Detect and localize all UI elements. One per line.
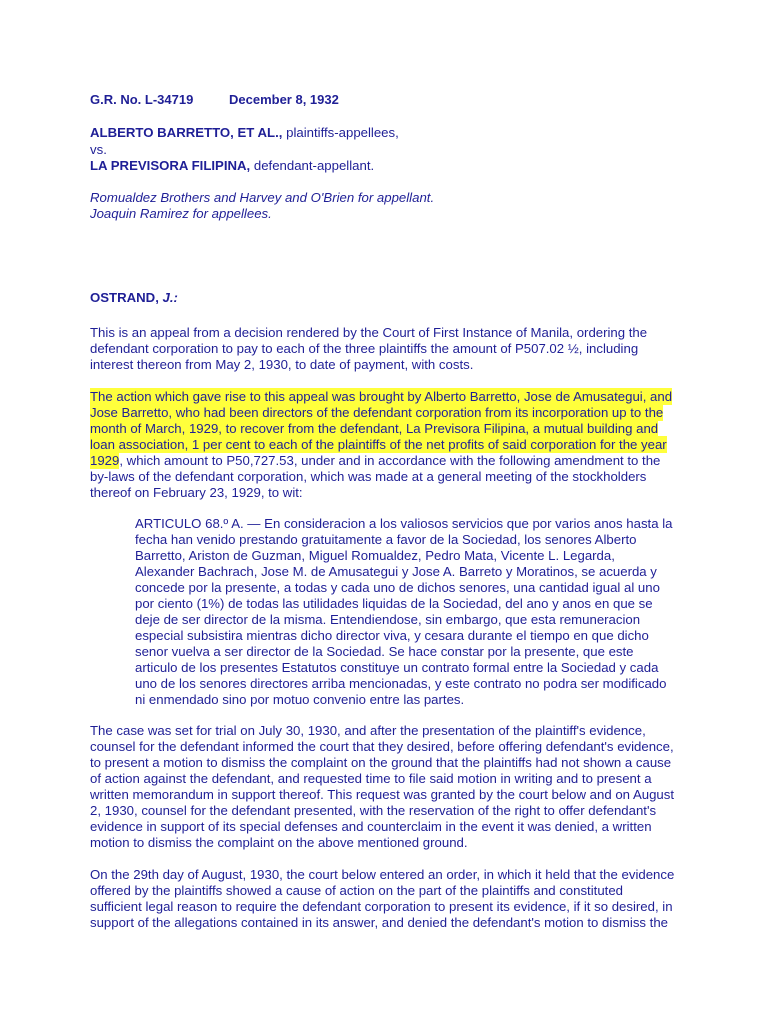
ponente-title: J.: xyxy=(162,290,178,305)
text-line: uno de los senores directores arriba mencionadas, y este contrato no podra ser modificado xyxy=(135,676,667,691)
plaintiffs-name: ALBERTO BARRETTO, ET AL., xyxy=(90,125,283,140)
text-line xyxy=(90,453,690,469)
ponente-name: OSTRAND, xyxy=(90,290,159,305)
case-header xyxy=(90,92,690,108)
text-line: by-laws of the defendant corporation, which was made at a general meeting of the stockholders xyxy=(90,469,647,484)
text-line xyxy=(90,405,690,421)
paragraph-4 xyxy=(90,867,690,931)
text-line: counsel for the defendant informed the court that they desired, before offering defendant's evidence, xyxy=(90,739,674,754)
text-line: to present a motion to dismiss the complaint on the ground that the plaintiffs had not shown a cause xyxy=(90,755,672,770)
text-segment: , which amount to P50,727.53, under and in accordance with the following amendment to the xyxy=(119,453,661,468)
quoted-article xyxy=(135,516,695,708)
text-line: motion to dismiss the complaint on the above mentioned ground. xyxy=(90,835,468,850)
text-line: of action against the defendant, and requested time to file said motion in writing and to present a xyxy=(90,771,652,786)
text-line: written memorandum in support thereof. This request was granted by the court below and on August xyxy=(90,787,674,802)
highlighted-text: 1929 xyxy=(90,453,120,468)
text-line: ARTICULO 68.º A. — En consideracion a los valiosos servicios que por varios anos hasta la xyxy=(135,516,673,531)
text-line: sufficient legal reason to require the defendant corporation to present its evidence, if it so desired, in xyxy=(90,899,673,914)
highlighted-text: Jose Barretto, who had been directors of the defendant corporation from its incorporation up to the xyxy=(90,405,664,420)
text-line: support of the allegations contained in its answer, and denied the defendant's motion to dismiss the xyxy=(90,915,669,930)
text-line xyxy=(90,389,690,405)
text-line: por ciento (1%) de todas las utilidades liquidas de la Sociedad, del ano y anos en que se xyxy=(135,596,653,611)
text-line xyxy=(90,437,690,453)
counsel-block xyxy=(90,190,690,222)
text-line: The case was set for trial on July 30, 1930, and after the presentation of the plaintiff's evidence, xyxy=(90,723,646,738)
text-line: Alexander Bachrach, Jose M. de Amusategui y Jose A. Barreto y Moratinos, se acuerda y xyxy=(135,564,657,579)
text-line: fecha han venido prestando gratuitamente a favor de la Sociedad, los senores Alberto xyxy=(135,532,637,547)
text-line: evidence in support of its special defenses and counterclaim in the event it was denied, a written xyxy=(90,819,652,834)
text-line: ni enmendado sino por motuo convenio entre las partes. xyxy=(135,692,465,707)
text-line xyxy=(90,421,690,437)
highlighted-text: month of March, 1929, to recover from the defendant, La Previsora Filipina, a mutual building and xyxy=(90,421,659,436)
text-line: Barretto, Ariston de Guzman, Miguel Romualdez, Pedro Mata, Vicente L. Legarda, xyxy=(135,548,615,563)
plaintiffs-line xyxy=(90,125,690,142)
counsel-line: Romualdez Brothers and Harvey and O'Brien for appellant. xyxy=(90,190,435,205)
text-line: 2, 1930, counsel for the defendant presented, with the reservation of the right to offer defendant's xyxy=(90,803,657,818)
highlighted-text: loan association, 1 per cent to each of the plaintiffs of the net profits of said corporation for the year xyxy=(90,437,667,452)
text-line: articulo de los presentes Estatutos constituye un contrato formal entre la Sociedad y cada xyxy=(135,660,659,675)
defendant-line xyxy=(90,158,690,175)
versus: vs. xyxy=(90,141,107,157)
text-line: especial subsistira mientras dicho director viva, y cesara durante el tiempo en que dicho xyxy=(135,628,649,643)
text-line: This is an appeal from a decision rendered by the Court of First Instance of Manila, ordering the xyxy=(90,325,648,340)
paragraph-1 xyxy=(90,325,690,373)
plaintiffs-role: plaintiffs-appellees, xyxy=(286,125,399,140)
ponente xyxy=(90,290,690,306)
defendant-role: defendant-appellant. xyxy=(253,158,375,173)
text-line: senor vuelva a ser director de la Sociedad. Se hace constar por la presente, que este xyxy=(135,644,634,659)
case-number: G.R. No. L-34719 xyxy=(90,92,194,107)
highlighted-text: The action which gave rise to this appeal was brought by Alberto Barretto, Jose de Amusategui, and xyxy=(90,389,673,404)
text-line: offered by the plaintiffs showed a cause of action on the part of the plaintiffs and constituted xyxy=(90,883,623,898)
text-line: On the 29th day of August, 1930, the court below entered an order, in which it held that the evidence xyxy=(90,867,675,882)
text-line: thereof on February 23, 1929, to wit: xyxy=(90,485,303,500)
paragraph-2 xyxy=(90,389,690,501)
text-line: concede por la presente, a todas y cada uno de dichos senores, una cantidad igual al uno xyxy=(135,580,660,595)
counsel-line: Joaquin Ramirez for appellees. xyxy=(90,206,272,221)
decision-date: December 8, 1932 xyxy=(229,92,339,107)
text-line: defendant corporation to pay to each of the three plaintiffs the amount of P507.02 ½, including xyxy=(90,341,639,356)
paragraph-3 xyxy=(90,723,690,851)
case-parties xyxy=(90,125,690,175)
defendant-name: LA PREVISORA FILIPINA, xyxy=(90,158,251,173)
text-line: interest thereon from May 2, 1930, to date of payment, with costs. xyxy=(90,357,474,372)
text-line: deje de ser director de la misma. Entendiendose, sin embargo, que esta remuneracion xyxy=(135,612,641,627)
